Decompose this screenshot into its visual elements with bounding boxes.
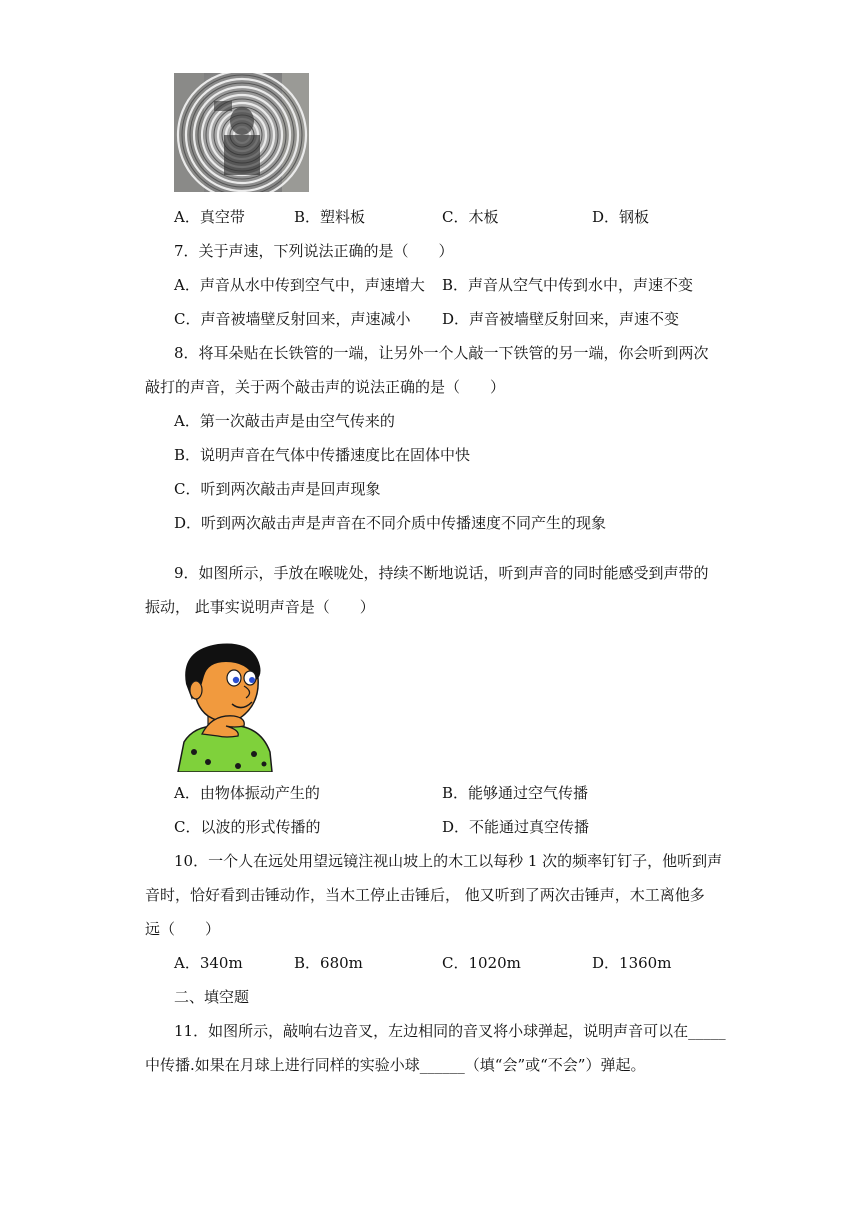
q7-stem: 7．关于声速，下列说法正确的是（ ） bbox=[174, 242, 454, 260]
q7-option-d: D．声音被墙壁反射回来，声速不变 bbox=[442, 310, 680, 328]
q9-option-d: D．不能通过真空传播 bbox=[442, 818, 590, 836]
q9-stem-line1: 9．如图所示，手放在喉咙处，持续不断地说话，听到声音的同时能感受到声带的 bbox=[174, 564, 709, 582]
q10-option-a: A．340m bbox=[174, 954, 243, 972]
q6-figure bbox=[174, 73, 309, 192]
q6-option-a: A．真空带 bbox=[174, 208, 245, 226]
q9-option-a: A．由物体振动产生的 bbox=[174, 784, 320, 802]
q11-stem-line1: 11．如图所示，敲响右边音叉，左边相同的音叉将小球弹起，说明声音可以在_____ bbox=[174, 1022, 726, 1040]
q9-stem-line2: 振动， 此事实说明声音是（ ） bbox=[145, 598, 375, 616]
q8-option-a: A．第一次敲击声是由空气传来的 bbox=[174, 412, 395, 430]
section-title-fill-in: 二、填空题 bbox=[174, 988, 250, 1006]
q11-stem-line2: 中传播.如果在月球上进行同样的实验小球______（填“会”或“不会”）弹起。 bbox=[145, 1056, 646, 1074]
q8-option-c: C．听到两次敲击声是回声现象 bbox=[174, 480, 381, 498]
q10-option-c: C．1020m bbox=[442, 954, 521, 972]
q8-option-b: B．说明声音在气体中传播速度比在固体中快 bbox=[174, 446, 471, 464]
q6-option-d: D．钢板 bbox=[592, 208, 650, 226]
q8-stem-line1: 8．将耳朵贴在长铁管的一端，让另外一个人敲一下铁管的另一端，你会听到两次 bbox=[174, 344, 709, 362]
q10-stem-line3: 远（ ） bbox=[145, 920, 221, 938]
q10-stem-line2: 音时，恰好看到击锤动作，当木工停止击锤后， 他又听到了两次击锤声，木工离他多 bbox=[145, 886, 705, 904]
q9-figure bbox=[174, 642, 274, 772]
q10-stem-line1: 10．一个人在远处用望远镜注视山坡上的木工以每秒 1 次的频率钉钉子，他听到声 bbox=[174, 852, 723, 870]
q10-option-d: D．1360m bbox=[592, 954, 672, 972]
cartoon-boy-icon bbox=[174, 642, 274, 772]
q7-option-a: A．声音从水中传到空气中，声速增大 bbox=[174, 276, 425, 294]
q10-option-b: B．680m bbox=[294, 954, 363, 972]
q6-option-c: C．木板 bbox=[442, 208, 499, 226]
q8-option-d: D．听到两次敲击声是声音在不同介质中传播速度不同产生的现象 bbox=[174, 514, 607, 532]
concentric-rings-icon bbox=[174, 73, 309, 192]
q9-option-b: B．能够通过空气传播 bbox=[442, 784, 589, 802]
q7-option-b: B．声音从空气中传到水中，声速不变 bbox=[442, 276, 694, 294]
q8-stem-line2: 敲打的声音，关于两个敲击声的说法正确的是（ ） bbox=[145, 378, 506, 396]
q9-option-c: C．以波的形式传播的 bbox=[174, 818, 321, 836]
q7-option-c: C．声音被墙壁反射回来，声速减小 bbox=[174, 310, 411, 328]
q6-option-b: B．塑料板 bbox=[294, 208, 366, 226]
